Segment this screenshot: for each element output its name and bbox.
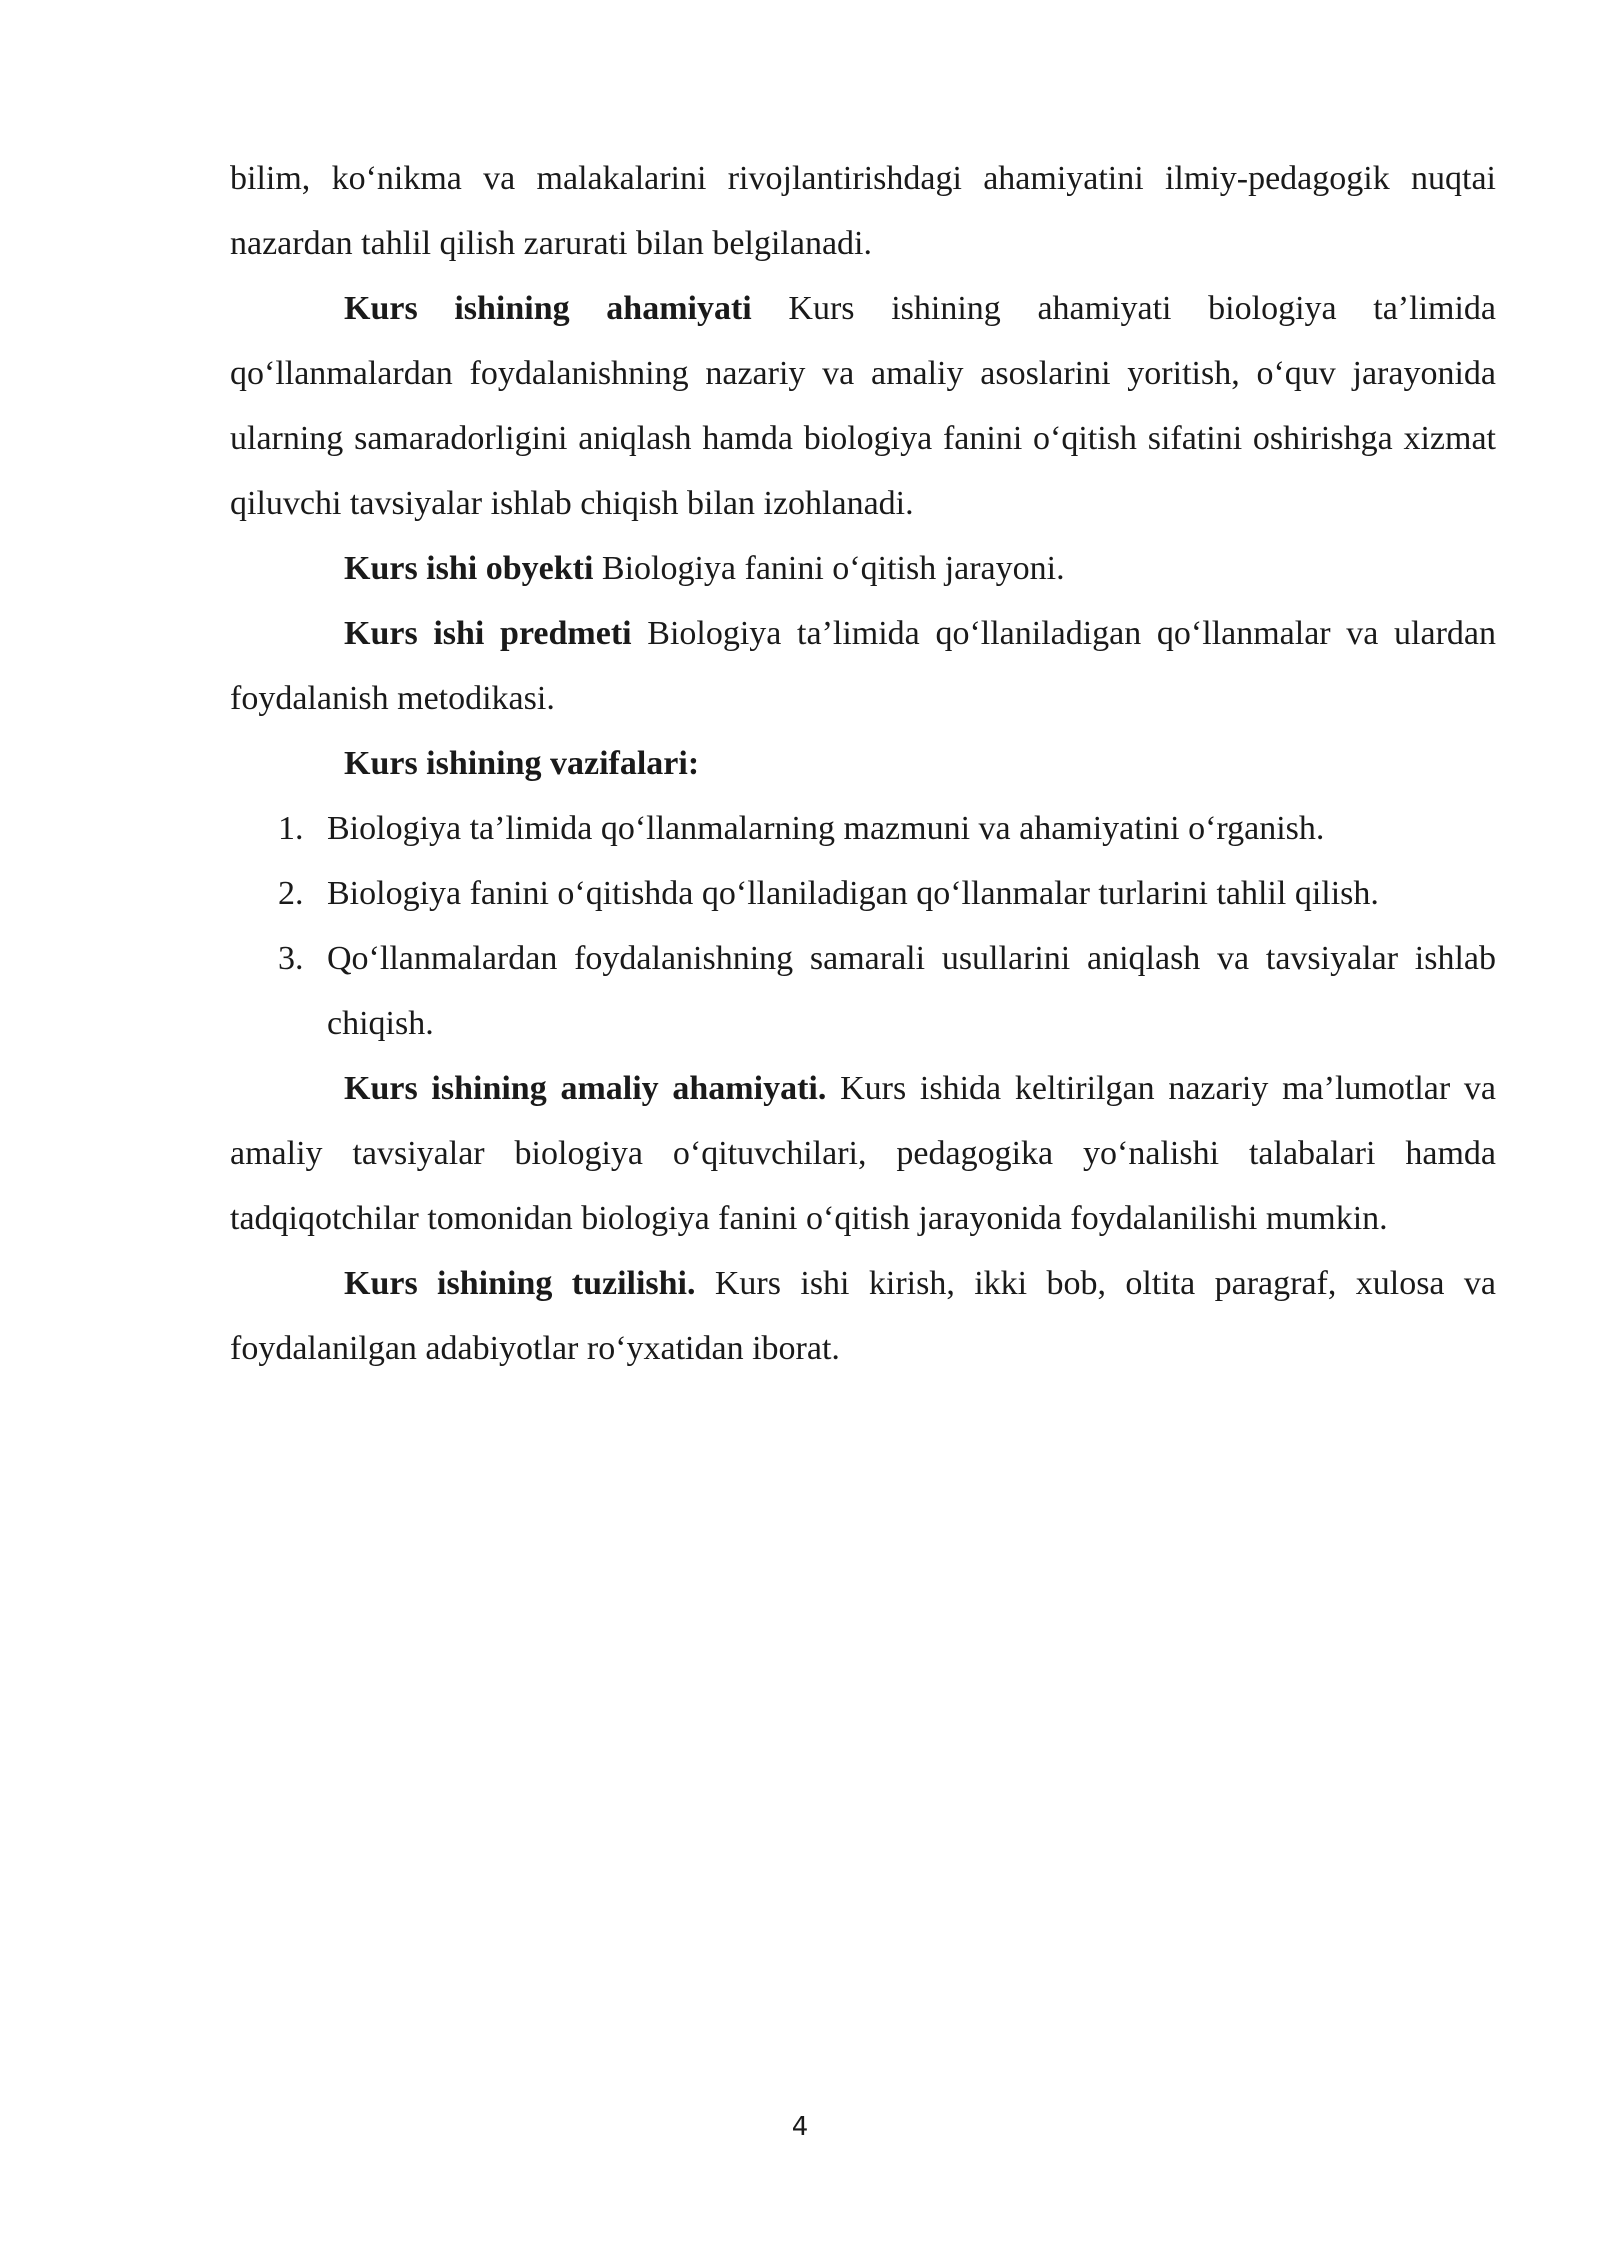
importance-text: Kurs ishining ahamiyati biologiya ta’limida qo‘llanmalardan foydalanishning nazariy va amaliy asoslarini yoritish, o‘quv jarayonida ularning samaradorligini aniqlash hamda biologiya fanini o‘qitish sifatini oshirishga xizmat qiluvchi tavsiyalar ishlab chiqish bilan izohlanadi.: [230, 290, 1497, 522]
list-item-text: Biologiya ta’limida qo‘llanmalarning mazmuni va ahamiyatini o‘rganish.: [327, 810, 1325, 847]
practical-heading: Kurs ishining amaliy ahamiyati.: [344, 1070, 827, 1107]
structure-heading: Kurs ishining tuzilishi.: [344, 1265, 696, 1302]
list-item: [230, 861, 1496, 926]
list-item-text: Biologiya fanini o‘qitishda qo‘llaniladigan qo‘llanmalar turlarini tahlil qilish.: [327, 875, 1379, 912]
tasks-heading-paragraph: [230, 731, 1496, 796]
tasks-heading: Kurs ishining vazifalari:: [344, 745, 700, 782]
structure-text: Kurs ishi kirish, ikki bob, oltita paragraf, xulosa va foydalanilgan adabiyotlar ro‘yxatidan iborat.: [230, 1265, 1496, 1367]
list-item-text: Qo‘llanmalardan foydalanishning samarali usullarini aniqlash va tavsiyalar ishlab chiqish.: [327, 940, 1496, 1042]
structure-paragraph: [230, 1251, 1496, 1381]
list-item: [230, 796, 1496, 861]
subject-paragraph: [230, 601, 1496, 731]
practical-paragraph: [230, 1056, 1496, 1251]
list-item-number: 3.: [278, 940, 304, 977]
object-heading: Kurs ishi obyekti: [344, 550, 594, 587]
list-item-number: 2.: [278, 875, 304, 912]
intro-text: bilim, ko‘nikma va malakalarini rivojlantirishdagi ahamiyatini ilmiy-pedagogik nuqtai nazardan tahlil qilish zarurati bilan belgilanadi.: [230, 160, 1496, 262]
object-text: Biologiya fanini o‘qitish jarayoni.: [593, 550, 1065, 587]
subject-heading: Kurs ishi predmeti: [344, 615, 632, 652]
list-item: [230, 926, 1496, 1056]
list-item-number: 1.: [278, 810, 304, 847]
intro-paragraph: [230, 146, 1496, 276]
document-page: [230, 146, 1496, 1381]
page-number: 4: [791, 2112, 809, 2142]
subject-text: Biologiya ta’limida qo‘llaniladigan qo‘llanmalar va ulardan foydalanish metodikasi.: [230, 615, 1496, 717]
practical-text: Kurs ishida keltirilgan nazariy ma’lumotlar va amaliy tavsiyalar biologiya o‘qituvchilari, pedagogika yo‘nalishi talabalari hamda tadqiqotchilar tomonidan biologiya fanini o‘qitish jarayonida foydalanilishi mumkin.: [230, 1070, 1496, 1237]
tasks-list: [230, 796, 1496, 1056]
importance-paragraph: [230, 276, 1496, 536]
object-paragraph: [230, 536, 1496, 601]
importance-heading: Kurs ishining ahamiyati: [344, 290, 752, 327]
